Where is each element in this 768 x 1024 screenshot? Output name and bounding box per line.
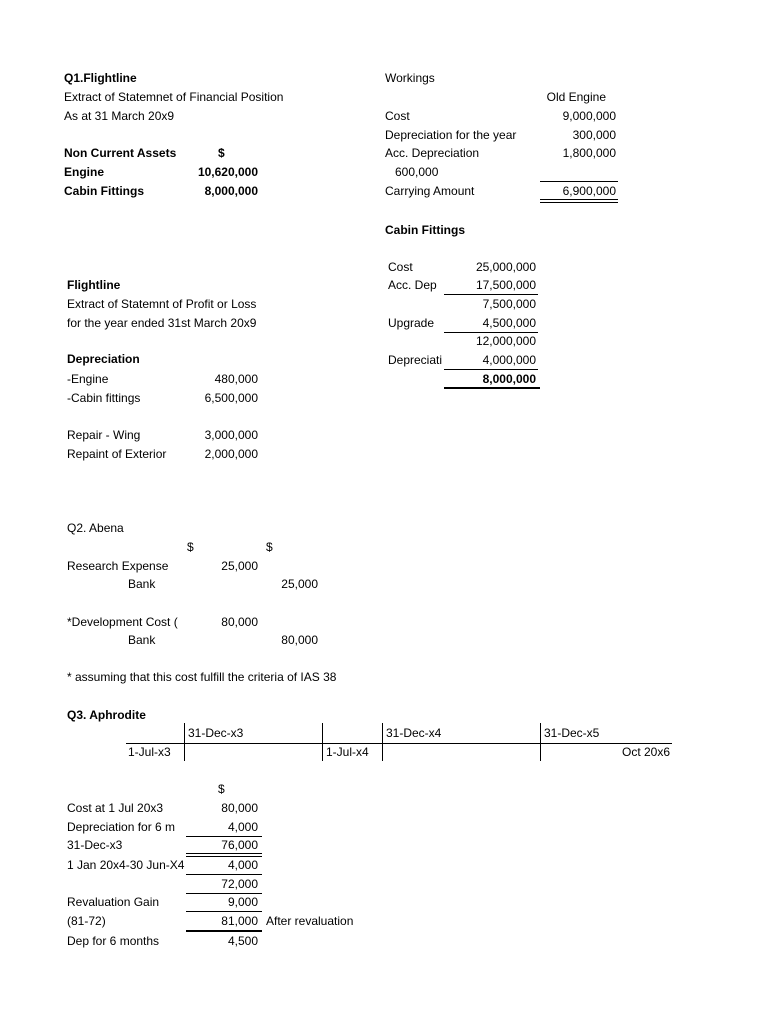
q3-row-0-value: 80,000	[221, 801, 258, 815]
q3-row-0-label: Cost at 1 Jul 20x3	[67, 801, 164, 815]
cf-subtotal-2: 12,000,000	[475, 334, 536, 348]
dep-cabin-value: 6,500,000	[204, 391, 258, 405]
timeline-bottom-2: Oct 20x6	[622, 745, 671, 759]
engine-value: 10,620,000	[197, 165, 258, 179]
q3-currency: $	[218, 782, 225, 796]
q3-row-3-label: 1 Jan 20x4-30 Jun-X4	[67, 858, 185, 872]
repaint-label: Repaint of Exterior	[67, 447, 167, 461]
q3-row-5-value: 9,000	[227, 895, 258, 909]
q3-title: Q3. Aphrodite	[67, 708, 146, 722]
timeline-bottom-0: 1-Jul-x3	[128, 745, 171, 759]
repair-value: 3,000,000	[204, 428, 258, 442]
ias-note: * assuming that this cost fulfill the criteria of IAS 38	[67, 670, 337, 684]
pl-period: for the year ended 31st March 20x9	[67, 316, 257, 330]
pl-company: Flightline	[67, 278, 121, 292]
workings-title: Workings	[385, 71, 435, 85]
sofp-title: Extract of Statemnet of Financial Position	[64, 90, 284, 104]
after-revaluation-note: After revaluation	[266, 914, 354, 928]
nca-label: Non Current Assets	[64, 146, 177, 160]
cf-line-2	[444, 332, 538, 333]
sofp-date: As at 31 March 20x9	[64, 109, 175, 123]
cf-acc-dep-value: 17,500,000	[475, 278, 536, 292]
cf-total-underline	[444, 387, 540, 389]
timeline-tick-4	[540, 723, 541, 761]
workings-dep-year-value: 300,000	[572, 128, 616, 142]
repair-label: Repair - Wing	[67, 428, 141, 442]
bank2-cr: 80,000	[281, 633, 318, 647]
research-label: Research Expense	[67, 559, 169, 573]
q3-line-1	[186, 836, 262, 837]
carrying-value: 6,900,000	[562, 184, 616, 198]
q3-row-6-value: 81,000	[221, 914, 258, 928]
q3-row-1-label: Depreciation for 6 m	[67, 820, 176, 834]
bank1-label: Bank	[128, 577, 156, 591]
workings-dep-year-label: Depreciation for the year	[385, 128, 517, 142]
workings-acc-dep-label: Acc. Depreciation	[385, 146, 480, 160]
cabin-value: 8,000,000	[204, 184, 258, 198]
timeline-tick-2	[322, 723, 323, 761]
q3-row-3-value: 4,000	[227, 858, 258, 872]
timeline-top-2: 31-Dec-x5	[544, 726, 600, 740]
cf-cost-value: 25,000,000	[475, 260, 536, 274]
workings-cost-label: Cost	[385, 109, 410, 123]
q1-title: Q1.Flightline	[64, 71, 137, 85]
carrying-top-line	[540, 181, 618, 182]
workings-acc-dep-value: 1,800,000	[562, 146, 616, 160]
q3-line-2	[186, 874, 262, 875]
pl-title: Extract of Statemnt of Profit or Loss	[67, 297, 257, 311]
cf-line-3	[444, 369, 538, 370]
timeline-axis	[126, 743, 672, 744]
q3-row-1-value: 4,000	[227, 820, 258, 834]
q3-row-5-label: Revaluation Gain	[67, 895, 160, 909]
engine-label: Engine	[64, 165, 105, 179]
cf-cost-label: Cost	[388, 260, 413, 274]
cf-upgrade-label: Upgrade	[388, 316, 435, 330]
timeline-top-1: 31-Dec-x4	[386, 726, 442, 740]
cf-acc-dep-label: Acc. Dep	[388, 278, 437, 292]
q3-dline-1	[186, 853, 262, 857]
workings-extra-value: 600,000	[395, 165, 439, 179]
timeline-top-0: 31-Dec-x3	[188, 726, 244, 740]
timeline-tick-3	[382, 723, 383, 761]
workings-cost-value: 9,000,000	[562, 109, 616, 123]
q3-row-6-label: (81-72)	[67, 914, 106, 928]
q3-row-7-label: Dep for 6 months	[67, 934, 160, 948]
q2-title: Q2. Abena	[67, 521, 124, 535]
cabin-label: Cabin Fittings	[64, 184, 144, 198]
q3-thick-line	[186, 930, 262, 932]
q3-line-3	[186, 893, 262, 894]
research-dr: 25,000	[221, 559, 258, 573]
dev-label: *Development Cost (	[67, 615, 178, 629]
carrying-double-underline	[540, 199, 618, 203]
q3-row-2-value: 76,000	[221, 838, 258, 852]
cabin-fittings-title: Cabin Fittings	[385, 223, 465, 237]
q3-line-4	[186, 911, 262, 912]
cf-total: 8,000,000	[482, 372, 536, 386]
carrying-label: Carrying Amount	[385, 184, 475, 198]
q3-row-4-value: 72,000	[221, 877, 258, 891]
cf-upgrade-value: 4,500,000	[482, 316, 536, 330]
cf-subtotal-1: 7,500,000	[482, 297, 536, 311]
timeline-tick-1	[184, 723, 185, 761]
bank1-cr: 25,000	[281, 577, 318, 591]
dev-dr: 80,000	[221, 615, 258, 629]
cf-dep-label: Depreciati	[388, 353, 443, 367]
repaint-value: 2,000,000	[204, 447, 258, 461]
old-engine-header: Old Engine	[546, 90, 606, 104]
dep-engine-label: -Engine	[67, 372, 109, 386]
cf-line-1	[444, 294, 538, 295]
q3-row-7-value: 4,500	[227, 934, 258, 948]
dep-engine-value: 480,000	[214, 372, 258, 386]
q2-cr-symbol: $	[266, 540, 273, 554]
cf-dep-value: 4,000,000	[482, 353, 536, 367]
currency-symbol: $	[218, 146, 225, 160]
dep-heading: Depreciation	[67, 352, 140, 366]
dep-cabin-label: -Cabin fittings	[67, 391, 141, 405]
bank2-label: Bank	[128, 633, 156, 647]
q3-row-2-label: 31-Dec-x3	[67, 838, 123, 852]
timeline-bottom-1: 1-Jul-x4	[326, 745, 369, 759]
q2-dr-symbol: $	[187, 540, 194, 554]
